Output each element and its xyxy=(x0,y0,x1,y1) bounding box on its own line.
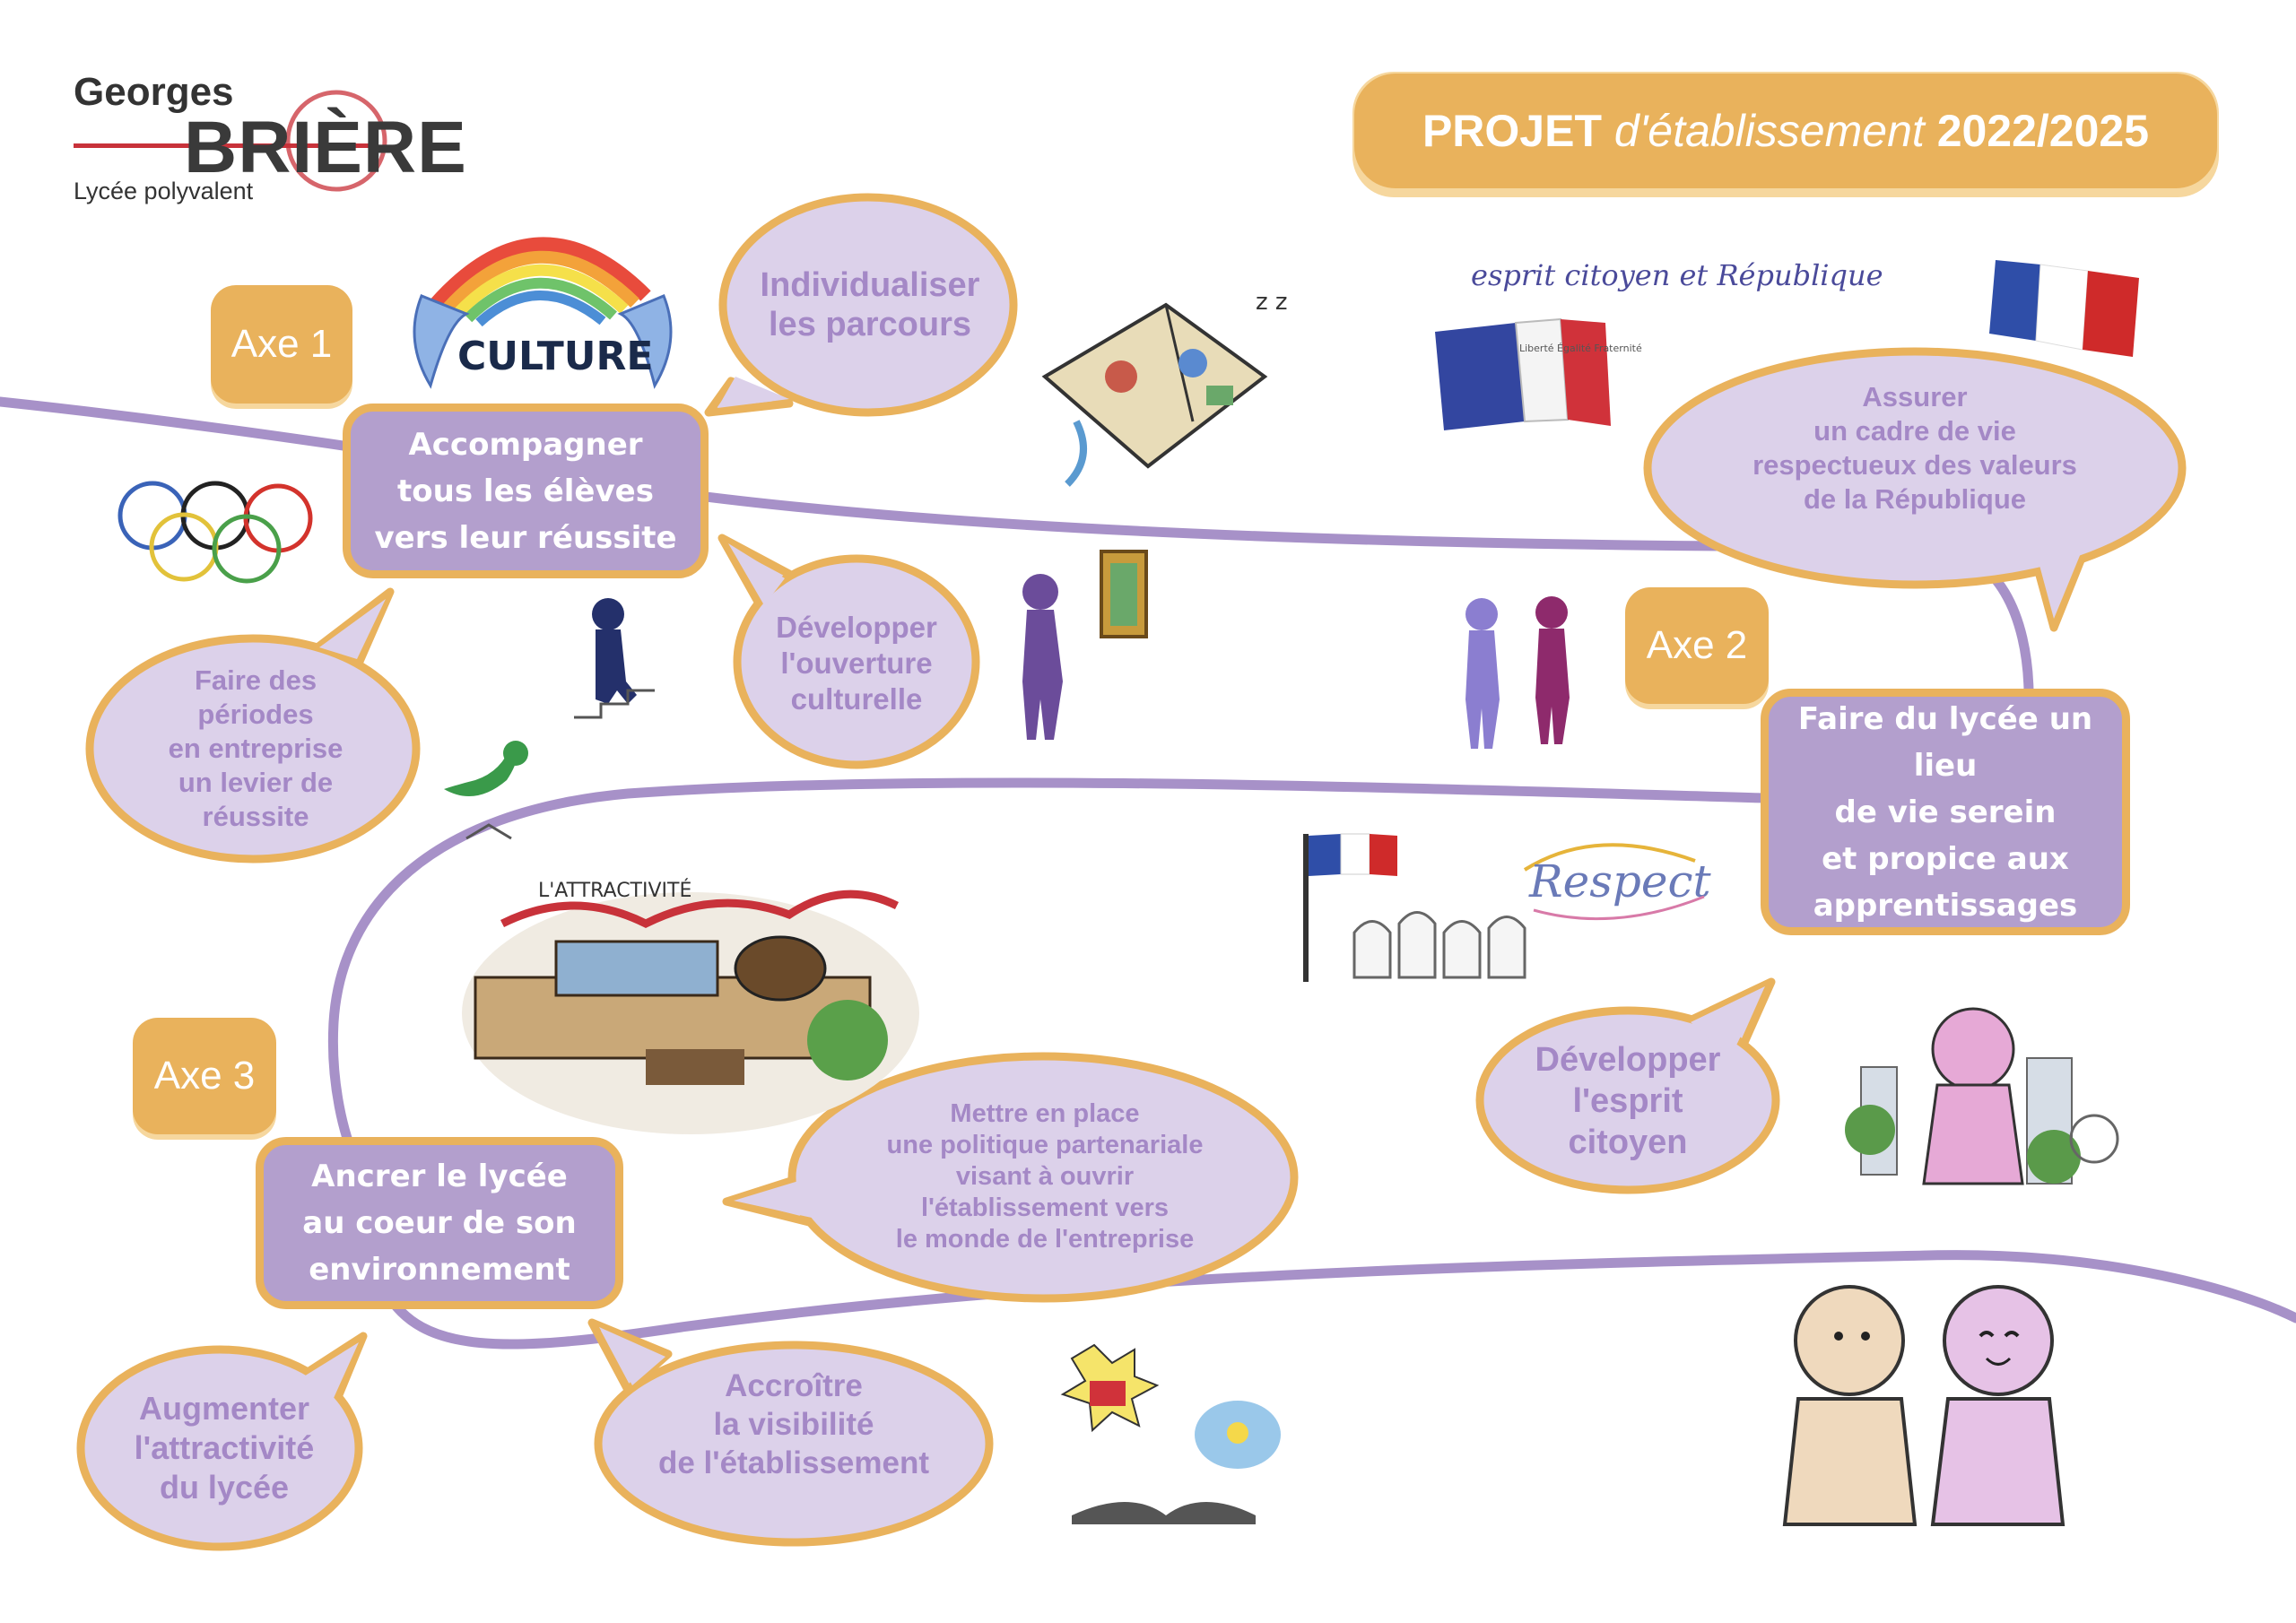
axe-2-main-line-2: de vie serein xyxy=(1834,794,2057,830)
respect-illustration xyxy=(1525,845,1711,918)
attractivite-sign-text: L'ATTRACTIVITÉ xyxy=(538,880,692,902)
axe-1-label: Axe 1 xyxy=(211,285,352,404)
bubble-partenariale-line-3: visant à ouvrir xyxy=(955,1162,1135,1191)
bubble-periodes-line-4: un levier de xyxy=(178,767,334,798)
axe-2-main-line-4: apprentissages xyxy=(1813,887,2078,924)
header-title-years: 2022/2025 xyxy=(1936,106,2150,156)
axe-2-main-box xyxy=(1761,689,2130,935)
city-giant-illustration xyxy=(1845,1009,2118,1184)
logo-subtitle: Lycée polyvalent xyxy=(74,178,254,204)
bubble-periodes-line-5: réussite xyxy=(202,801,309,832)
bubble-attractivite xyxy=(99,1385,350,1511)
flag-crowd-illustration xyxy=(1303,834,1525,982)
bubble-periodes-line-1: Faire des xyxy=(194,664,317,696)
axe-1-main-box xyxy=(343,404,709,578)
header-banner xyxy=(1354,74,2217,188)
axe-2-main-line-1: Faire du lycée un lieu xyxy=(1797,700,2093,784)
axe-3-main-line-2: au coeur de son xyxy=(302,1205,577,1241)
axe-3-main-line-1: Ancrer le lycée xyxy=(311,1159,568,1194)
bubble-partenariale-line-2: une politique partenariale xyxy=(886,1131,1204,1159)
axe-1-main-line-1: Accompagner xyxy=(408,426,643,463)
bubble-ouverture-line-2: l'ouverture xyxy=(780,647,933,680)
friends-illustration xyxy=(1785,1287,2063,1524)
republic-motto-text: Liberté Égalité Fraternité xyxy=(1519,343,1642,354)
bubble-partenariale-line-4: l'établissement vers xyxy=(920,1193,1170,1222)
bubble-ouverture-line-1: Développer xyxy=(776,611,937,644)
bubble-attractivite-line-3: du lycée xyxy=(159,1469,290,1506)
bubble-citoyen-line-1: Développer xyxy=(1535,1040,1721,1079)
olympic-rings-illustration xyxy=(120,483,310,581)
bubble-attractivite-line-2: l'attractivité xyxy=(134,1429,315,1466)
bubble-visibilite-line-2: la visibilité xyxy=(713,1406,874,1442)
axe-1-main-line-3: vers leur réussite xyxy=(374,519,677,556)
bubble-cadre-line-3: respectueux des valeurs xyxy=(1752,449,2077,481)
respect-sign-text: Respect xyxy=(1529,855,1711,907)
axe-3-main-line-3: environnement xyxy=(309,1252,570,1288)
bubble-citoyen-line-2: l'esprit xyxy=(1572,1081,1683,1120)
bubble-partenariale-line-5: le monde de l'entreprise xyxy=(895,1225,1195,1254)
axe-2-main-line-3: et propice aux xyxy=(1822,840,2069,877)
bubble-ouverture-line-3: culturelle xyxy=(790,682,923,716)
culture-sign-text: CULTURE xyxy=(457,334,654,379)
bubble-periodes xyxy=(108,655,404,843)
bubble-periodes-line-3: en entreprise xyxy=(168,733,344,764)
bubble-cadre-line-4: de la République xyxy=(1803,483,2027,515)
museum-visitor-illustration xyxy=(1022,551,1146,740)
bubble-cadre xyxy=(1686,377,2144,520)
bubble-citoyen-line-3: citoyen xyxy=(1568,1123,1688,1161)
bubble-cadre-line-1: Assurer xyxy=(1862,381,1968,412)
idea-toolbox-illustration xyxy=(1063,1345,1281,1524)
svg-text:z z: z z xyxy=(1256,289,1288,316)
bubble-visibilite-line-1: Accroître xyxy=(725,1367,863,1403)
bubble-individualiser-line-2: les parcours xyxy=(769,306,971,343)
bubble-visibilite-line-3: de l'établissement xyxy=(657,1445,930,1480)
axe-2-label: Axe 2 xyxy=(1625,587,1769,704)
bubble-cadre-line-2: un cadre de vie xyxy=(1813,415,2016,447)
axe-1-main-line-2: tous les élèves xyxy=(397,473,654,509)
stairs-person-illustration xyxy=(574,598,655,717)
esprit-citoyen-sign-text: esprit citoyen et République xyxy=(1471,258,1883,292)
french-flag-illustration xyxy=(1989,260,2139,357)
open-book-illustration xyxy=(1045,289,1288,484)
two-figures-illustration xyxy=(1465,596,1570,749)
bubble-partenariale-line-1: Mettre en place xyxy=(950,1099,1140,1128)
axe-3-main-box xyxy=(256,1137,623,1309)
bubble-individualiser-line-1: Individualiser xyxy=(760,266,980,304)
bubble-attractivite-line-1: Augmenter xyxy=(138,1390,310,1427)
bubble-periodes-line-2: périodes xyxy=(197,699,314,730)
bubble-citoyen xyxy=(1502,1036,1753,1166)
header-title xyxy=(1422,105,2149,157)
axe-3-label: Axe 3 xyxy=(133,1018,276,1134)
bubble-individualiser xyxy=(726,251,1013,359)
culture-rainbow-illustration xyxy=(414,244,671,386)
bubble-partenariale xyxy=(825,1094,1265,1260)
logo-first-name: Georges xyxy=(74,70,234,114)
header-title-etablissement: d'établissement xyxy=(1613,106,1925,156)
bubble-visibilite xyxy=(619,1361,969,1487)
header-title-projet: PROJET xyxy=(1422,106,1603,156)
logo-last-name: BRIÈRE xyxy=(184,107,467,188)
bubble-ouverture xyxy=(744,596,969,731)
